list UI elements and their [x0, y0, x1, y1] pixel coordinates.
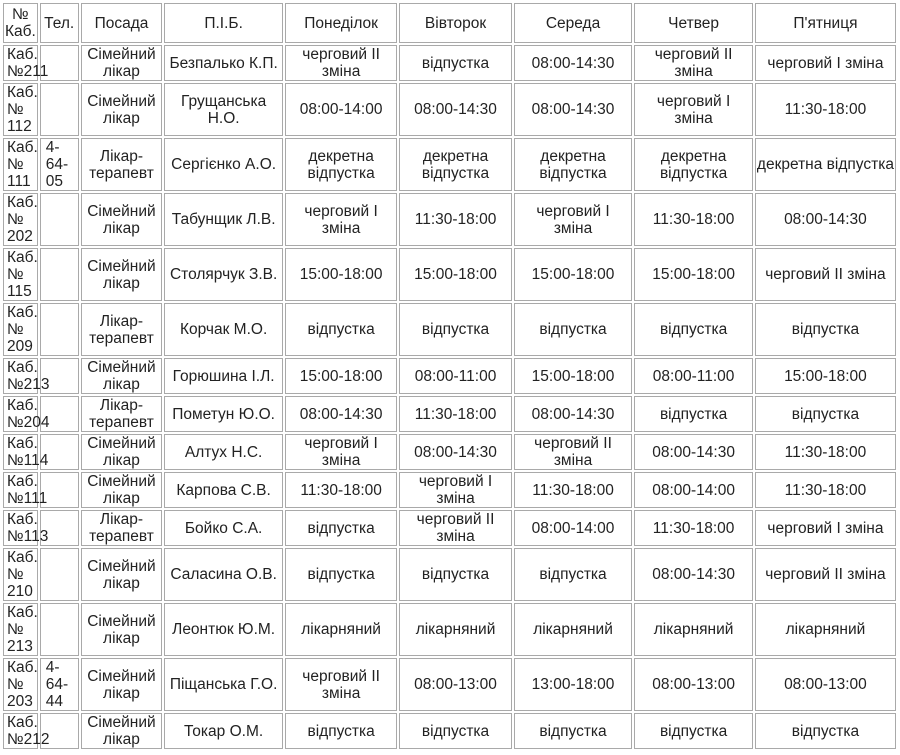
tuesday-cell: лікарняний — [399, 603, 511, 656]
cabinet-cell: Каб. №204 — [3, 396, 38, 432]
thursday-cell: черговий ІІ зміна — [634, 45, 753, 81]
thursday-cell: 11:30-18:00 — [634, 510, 753, 546]
cabinet-cell: Каб. № 210 — [3, 548, 38, 601]
thursday-cell: декретна відпустка — [634, 138, 753, 191]
monday-cell: 15:00-18:00 — [285, 248, 397, 301]
monday-cell: 11:30-18:00 — [285, 472, 397, 508]
thursday-cell: 11:30-18:00 — [634, 193, 753, 246]
table-row — [3, 658, 896, 711]
friday-cell: 11:30-18:00 — [755, 434, 896, 470]
name-cell: Піщанська Г.О. — [164, 658, 283, 711]
wednesday-cell: 08:00-14:00 — [514, 510, 633, 546]
wednesday-cell: відпустка — [514, 303, 633, 356]
wednesday-cell: 08:00-14:30 — [514, 396, 633, 432]
name-cell: Леонтюк Ю.М. — [164, 603, 283, 656]
header-cabinet: № Каб. — [3, 3, 38, 43]
tuesday-cell: 08:00-11:00 — [399, 358, 511, 394]
wednesday-cell: черговий І зміна — [514, 193, 633, 246]
wednesday-cell: 11:30-18:00 — [514, 472, 633, 508]
table-row — [3, 434, 896, 470]
thursday-cell: відпустка — [634, 713, 753, 749]
monday-cell: 15:00-18:00 — [285, 358, 397, 394]
position-cell: Сімейний лікар — [81, 548, 163, 601]
tuesday-cell: 08:00-14:30 — [399, 83, 511, 136]
header-wednesday: Середа — [514, 3, 633, 43]
cabinet-cell: Каб. № 209 — [3, 303, 38, 356]
tuesday-cell: відпустка — [399, 713, 511, 749]
table-row — [3, 603, 896, 656]
friday-cell: декретна відпустка — [755, 138, 896, 191]
phone-cell — [40, 248, 79, 301]
thursday-cell: 08:00-13:00 — [634, 658, 753, 711]
tuesday-cell: черговий ІІ зміна — [399, 510, 511, 546]
cabinet-cell: Каб. №114 — [3, 434, 38, 470]
friday-cell: 11:30-18:00 — [755, 472, 896, 508]
table-row — [3, 510, 896, 546]
name-cell: Столярчук З.В. — [164, 248, 283, 301]
monday-cell: відпустка — [285, 510, 397, 546]
table-row — [3, 358, 896, 394]
name-cell: Корчак М.О. — [164, 303, 283, 356]
header-tuesday: Вівторок — [399, 3, 511, 43]
table-row — [3, 303, 896, 356]
name-cell: Табунщик Л.В. — [164, 193, 283, 246]
name-cell: Безпалько К.П. — [164, 45, 283, 81]
thursday-cell: 08:00-14:30 — [634, 434, 753, 470]
wednesday-cell: декретна відпустка — [514, 138, 633, 191]
table-row — [3, 45, 896, 81]
tuesday-cell: 11:30-18:00 — [399, 193, 511, 246]
cabinet-cell: Каб. № 213 — [3, 603, 38, 656]
position-cell: Сімейний лікар — [81, 358, 163, 394]
friday-cell: лікарняний — [755, 603, 896, 656]
thursday-cell: черговий І зміна — [634, 83, 753, 136]
phone-cell — [40, 303, 79, 356]
tuesday-cell: черговий І зміна — [399, 472, 511, 508]
position-cell: Сімейний лікар — [81, 83, 163, 136]
monday-cell: відпустка — [285, 713, 397, 749]
friday-cell: відпустка — [755, 396, 896, 432]
phone-cell: 4-64-05 — [40, 138, 79, 191]
tuesday-cell: 15:00-18:00 — [399, 248, 511, 301]
cabinet-cell: Каб. № 202 — [3, 193, 38, 246]
friday-cell: черговий І зміна — [755, 45, 896, 81]
cabinet-cell: Каб. № 111 — [3, 138, 38, 191]
wednesday-cell: відпустка — [514, 713, 633, 749]
table-row — [3, 138, 896, 191]
thursday-cell: 15:00-18:00 — [634, 248, 753, 301]
friday-cell: відпустка — [755, 303, 896, 356]
tuesday-cell: декретна відпустка — [399, 138, 511, 191]
position-cell: Лікар-терапевт — [81, 303, 163, 356]
tuesday-cell: відпустка — [399, 303, 511, 356]
monday-cell: декретна відпустка — [285, 138, 397, 191]
friday-cell: відпустка — [755, 713, 896, 749]
cabinet-cell: Каб. № 203 — [3, 658, 38, 711]
name-cell: Пометун Ю.О. — [164, 396, 283, 432]
name-cell: Токар О.М. — [164, 713, 283, 749]
table-body — [3, 45, 896, 749]
thursday-cell: 08:00-14:30 — [634, 548, 753, 601]
cabinet-cell: Каб. №111 — [3, 472, 38, 508]
tuesday-cell: відпустка — [399, 548, 511, 601]
friday-cell: 08:00-13:00 — [755, 658, 896, 711]
position-cell: Сімейний лікар — [81, 603, 163, 656]
friday-cell: 15:00-18:00 — [755, 358, 896, 394]
header-phone: Тел. — [40, 3, 79, 43]
friday-cell: черговий І зміна — [755, 510, 896, 546]
position-cell: Лікар-терапевт — [81, 510, 163, 546]
wednesday-cell: 15:00-18:00 — [514, 358, 633, 394]
friday-cell: 08:00-14:30 — [755, 193, 896, 246]
thursday-cell: лікарняний — [634, 603, 753, 656]
phone-cell: 4-64-44 — [40, 658, 79, 711]
header-monday: Понеділок — [285, 3, 397, 43]
phone-cell — [40, 603, 79, 656]
position-cell: Сімейний лікар — [81, 193, 163, 246]
thursday-cell: відпустка — [634, 396, 753, 432]
thursday-cell: відпустка — [634, 303, 753, 356]
wednesday-cell: відпустка — [514, 548, 633, 601]
name-cell: Горюшина І.Л. — [164, 358, 283, 394]
position-cell: Сімейний лікар — [81, 472, 163, 508]
wednesday-cell: 08:00-14:30 — [514, 83, 633, 136]
cabinet-cell: Каб. № 115 — [3, 248, 38, 301]
position-cell: Сімейний лікар — [81, 658, 163, 711]
position-cell: Сімейний лікар — [81, 434, 163, 470]
header-position: Посада — [81, 3, 163, 43]
tuesday-cell: 08:00-13:00 — [399, 658, 511, 711]
thursday-cell: 08:00-11:00 — [634, 358, 753, 394]
table-row — [3, 713, 896, 749]
table-row — [3, 396, 896, 432]
position-cell: Сімейний лікар — [81, 45, 163, 81]
tuesday-cell: відпустка — [399, 45, 511, 81]
monday-cell: черговий І зміна — [285, 434, 397, 470]
header-row — [3, 3, 896, 43]
position-cell: Лікар-терапевт — [81, 396, 163, 432]
header-thursday: Четвер — [634, 3, 753, 43]
phone-cell — [40, 193, 79, 246]
phone-cell — [40, 83, 79, 136]
cabinet-cell: Каб. №113 — [3, 510, 38, 546]
name-cell: Саласина О.В. — [164, 548, 283, 601]
monday-cell: відпустка — [285, 548, 397, 601]
cabinet-cell: Каб. № 112 — [3, 83, 38, 136]
name-cell: Бойко С.А. — [164, 510, 283, 546]
thursday-cell: 08:00-14:00 — [634, 472, 753, 508]
monday-cell: 08:00-14:00 — [285, 83, 397, 136]
schedule-table — [1, 1, 898, 751]
wednesday-cell: черговий ІІ зміна — [514, 434, 633, 470]
cabinet-cell: Каб. №211 — [3, 45, 38, 81]
table-row — [3, 193, 896, 246]
position-cell: Лікар-терапевт — [81, 138, 163, 191]
header-name: П.І.Б. — [164, 3, 283, 43]
monday-cell: 08:00-14:30 — [285, 396, 397, 432]
cabinet-cell: Каб. №212 — [3, 713, 38, 749]
monday-cell: черговий ІІ зміна — [285, 658, 397, 711]
wednesday-cell: 15:00-18:00 — [514, 248, 633, 301]
monday-cell: відпустка — [285, 303, 397, 356]
wednesday-cell: 13:00-18:00 — [514, 658, 633, 711]
monday-cell: черговий І зміна — [285, 193, 397, 246]
tuesday-cell: 08:00-14:30 — [399, 434, 511, 470]
name-cell: Грущанська Н.О. — [164, 83, 283, 136]
name-cell: Алтух Н.С. — [164, 434, 283, 470]
wednesday-cell: лікарняний — [514, 603, 633, 656]
table-row — [3, 472, 896, 508]
position-cell: Сімейний лікар — [81, 713, 163, 749]
position-cell: Сімейний лікар — [81, 248, 163, 301]
monday-cell: лікарняний — [285, 603, 397, 656]
table-row — [3, 83, 896, 136]
cabinet-cell: Каб. №213 — [3, 358, 38, 394]
friday-cell: черговий ІІ зміна — [755, 548, 896, 601]
table-row — [3, 248, 896, 301]
name-cell: Сергієнко А.О. — [164, 138, 283, 191]
tuesday-cell: 11:30-18:00 — [399, 396, 511, 432]
friday-cell: 11:30-18:00 — [755, 83, 896, 136]
header-friday: П'ятниця — [755, 3, 896, 43]
table-row — [3, 548, 896, 601]
monday-cell: черговий ІІ зміна — [285, 45, 397, 81]
friday-cell: черговий ІІ зміна — [755, 248, 896, 301]
name-cell: Карпова С.В. — [164, 472, 283, 508]
wednesday-cell: 08:00-14:30 — [514, 45, 633, 81]
phone-cell — [40, 548, 79, 601]
